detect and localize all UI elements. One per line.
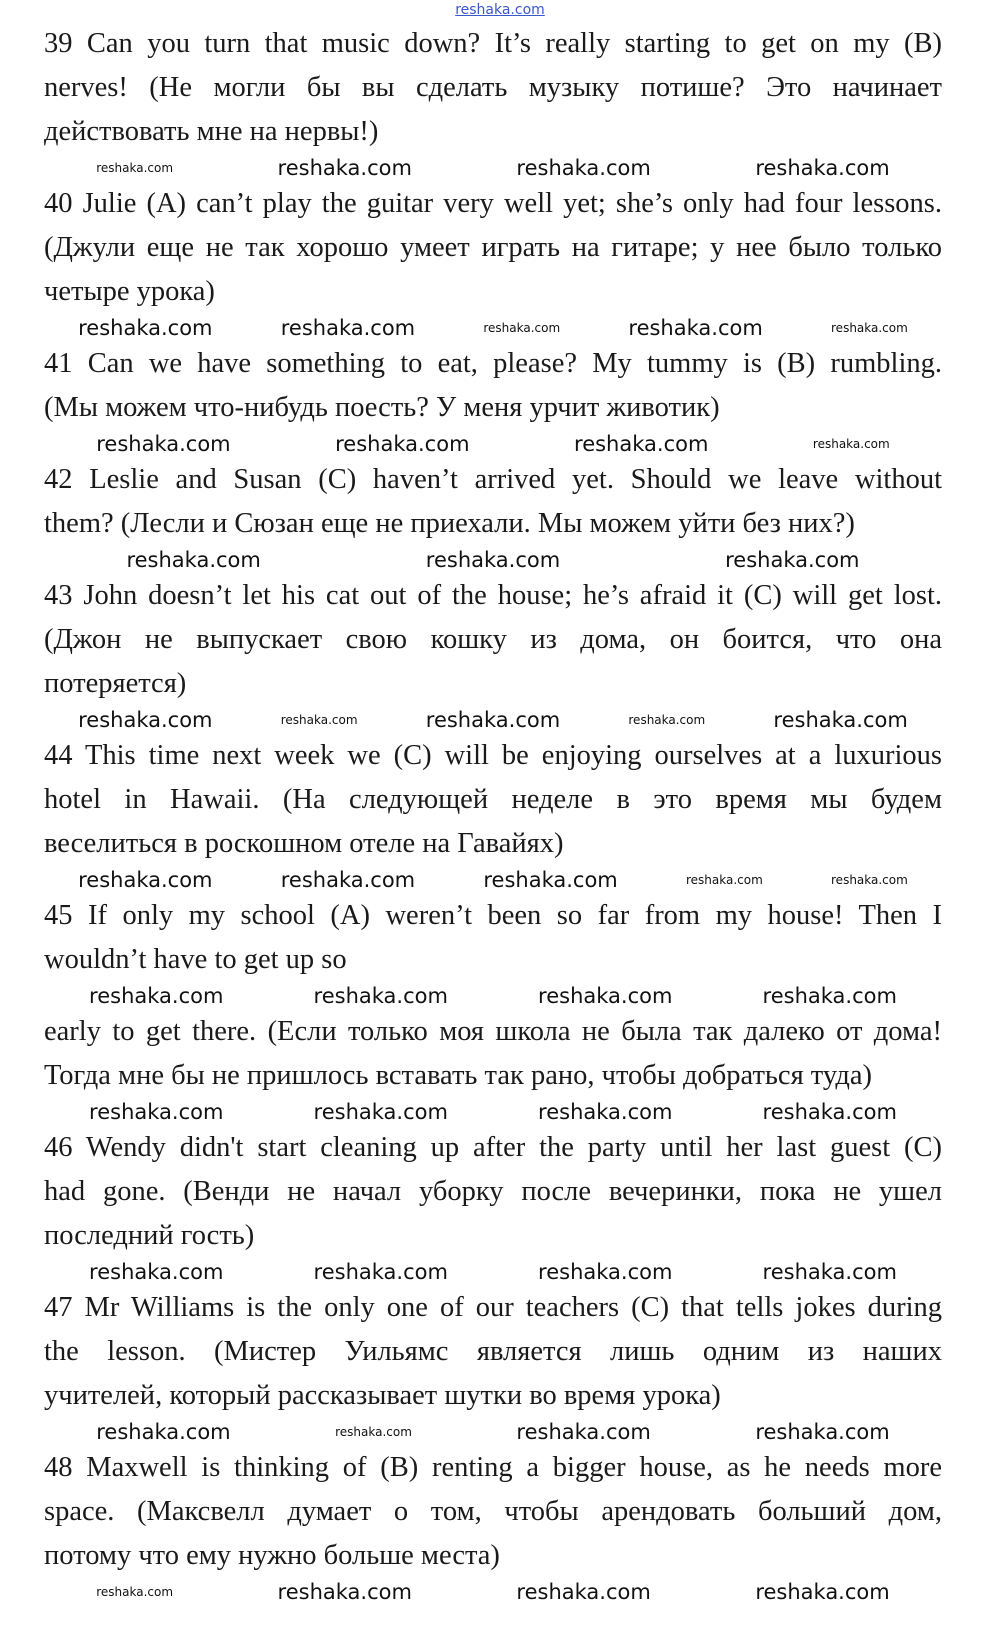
text-line: учителей, который рассказывает шутки во время урока) (44, 1380, 721, 1411)
watermark: reshaka.com (280, 713, 358, 727)
watermark: reshaka.com (516, 1580, 651, 1604)
exercise-item (44, 182, 942, 314)
watermark: reshaka.com (425, 708, 561, 732)
watermark: reshaka.com (335, 1425, 412, 1439)
text-line: the lesson. (Мистер Уильямс является лишь одним из наших (44, 1336, 942, 1367)
text-line: nerves! (Не могли бы вы сделать музыку потише? Это начинает (44, 72, 942, 103)
watermark: reshaka.com (762, 984, 897, 1008)
text-line: четыре урока) (44, 276, 215, 307)
watermark-row (44, 154, 942, 182)
watermark: reshaka.com (335, 432, 470, 456)
watermark: reshaka.com (425, 548, 561, 572)
watermark: reshaka.com (96, 1420, 231, 1444)
watermark: reshaka.com (280, 868, 416, 892)
text-line: wouldn’t have to get up so (44, 944, 347, 975)
watermark: reshaka.com (685, 873, 763, 887)
watermark: reshaka.com (574, 432, 709, 456)
watermark: reshaka.com (78, 316, 213, 340)
watermark: reshaka.com (483, 321, 561, 335)
exercise-item (44, 342, 942, 430)
watermark: reshaka.com (89, 984, 224, 1008)
text-line: them? (Лесли и Сюзан еще не приехали. Мы можем уйти без них?) (44, 508, 855, 539)
text-line: (Мы можем что-нибудь поесть? У меня урчит животик) (44, 392, 720, 423)
text-line: early to get there. (Если только моя школа не была так далеко от дома! (44, 1016, 942, 1047)
watermark: reshaka.com (277, 156, 412, 180)
text-line: 45 If only my school (A) weren’t been so far from my house! Then I (44, 900, 942, 931)
text-line: последний гость) (44, 1220, 255, 1251)
text-line: (Джон не выпускает свою кошку из дома, он боится, что она (44, 624, 942, 655)
text-line: веселиться в роскошном отеле на Гавайях) (44, 828, 564, 859)
watermark: reshaka.com (96, 161, 174, 175)
header-site-link[interactable]: reshaka.com (455, 2, 545, 18)
watermark: reshaka.com (277, 1580, 412, 1604)
watermark: reshaka.com (812, 437, 890, 451)
exercise-item (44, 1446, 942, 1578)
watermark-row (44, 1098, 942, 1126)
watermark: reshaka.com (78, 708, 213, 732)
text-line: потому что ему нужно больше места) (44, 1540, 500, 1571)
watermark: reshaka.com (762, 1260, 897, 1284)
watermark: reshaka.com (538, 1100, 673, 1124)
text-line: 43 John doesn’t let his cat out of the house; he’s afraid it (C) will get lost. (44, 580, 942, 611)
watermark: reshaka.com (313, 1100, 448, 1124)
watermark: reshaka.com (831, 321, 908, 335)
watermark-row (44, 430, 942, 458)
watermark-row (44, 546, 942, 574)
exercise-item (44, 1010, 942, 1098)
watermark: reshaka.com (773, 708, 908, 732)
text-line: 46 Wendy didn't start cleaning up after the party until her last guest (C) (44, 1132, 942, 1163)
text-line: 41 Can we have something to eat, please? My tummy is (B) rumbling. (44, 348, 942, 379)
exercise-item (44, 22, 942, 154)
watermark: reshaka.com (831, 873, 908, 887)
text-line: 42 Leslie and Susan (C) haven’t arrived yet. Should we leave without (44, 464, 942, 495)
watermark: reshaka.com (96, 432, 231, 456)
document-body (44, 22, 942, 1606)
watermark-row (44, 1578, 942, 1606)
watermark: reshaka.com (755, 1580, 890, 1604)
text-line: 40 Julie (A) can’t play the guitar very well yet; she’s only had four lessons. (44, 188, 942, 219)
exercise-item (44, 458, 942, 546)
text-line: 48 Maxwell is thinking of (B) renting a bigger house, as he needs more (44, 1452, 942, 1483)
watermark: reshaka.com (516, 1420, 651, 1444)
text-line: space. (Максвелл думает о том, чтобы арендовать больший дом, (44, 1496, 942, 1527)
text-line: 47 Mr Williams is the only one of our teachers (C) that tells jokes during (44, 1292, 942, 1323)
watermark: reshaka.com (126, 548, 261, 572)
watermark: reshaka.com (89, 1260, 224, 1284)
watermark: reshaka.com (516, 156, 651, 180)
watermark: reshaka.com (96, 1585, 174, 1599)
watermark: reshaka.com (313, 1260, 448, 1284)
watermark-row (44, 314, 942, 342)
text-line: Тогда мне бы не пришлось вставать так рано, чтобы добраться туда) (44, 1060, 872, 1091)
watermark: reshaka.com (538, 984, 673, 1008)
watermark: reshaka.com (280, 316, 416, 340)
text-line: hotel in Hawaii. (На следующей неделе в это время мы будем (44, 784, 942, 815)
text-line: 39 Can you turn that music down? It’s really starting to get on my (B) (44, 28, 942, 59)
watermark: reshaka.com (755, 156, 890, 180)
watermark-row (44, 982, 942, 1010)
text-line: потеряется) (44, 668, 187, 699)
watermark: reshaka.com (313, 984, 448, 1008)
watermark: reshaka.com (762, 1100, 897, 1124)
watermark-row (44, 1258, 942, 1286)
text-line: действовать мне на нервы!) (44, 116, 379, 147)
text-line: (Джули еще не так хорошо умеет играть на гитаре; у нее было только (44, 232, 942, 263)
exercise-item (44, 1286, 942, 1418)
text-line: 44 This time next week we (C) will be enjoying ourselves at a luxurious (44, 740, 942, 771)
exercise-item (44, 894, 942, 982)
watermark: reshaka.com (628, 316, 763, 340)
watermark-row (44, 706, 942, 734)
watermark-row (44, 866, 942, 894)
exercise-item (44, 574, 942, 706)
exercise-item (44, 1126, 942, 1258)
watermark: reshaka.com (89, 1100, 224, 1124)
exercise-item (44, 734, 942, 866)
watermark: reshaka.com (725, 548, 860, 572)
watermark: reshaka.com (538, 1260, 673, 1284)
watermark: reshaka.com (755, 1420, 890, 1444)
watermark-row (44, 1418, 942, 1446)
watermark: reshaka.com (483, 868, 618, 892)
text-line: had gone. (Венди не начал уборку после вечеринки, пока не ушел (44, 1176, 942, 1207)
watermark: reshaka.com (628, 713, 706, 727)
watermark: reshaka.com (78, 868, 213, 892)
